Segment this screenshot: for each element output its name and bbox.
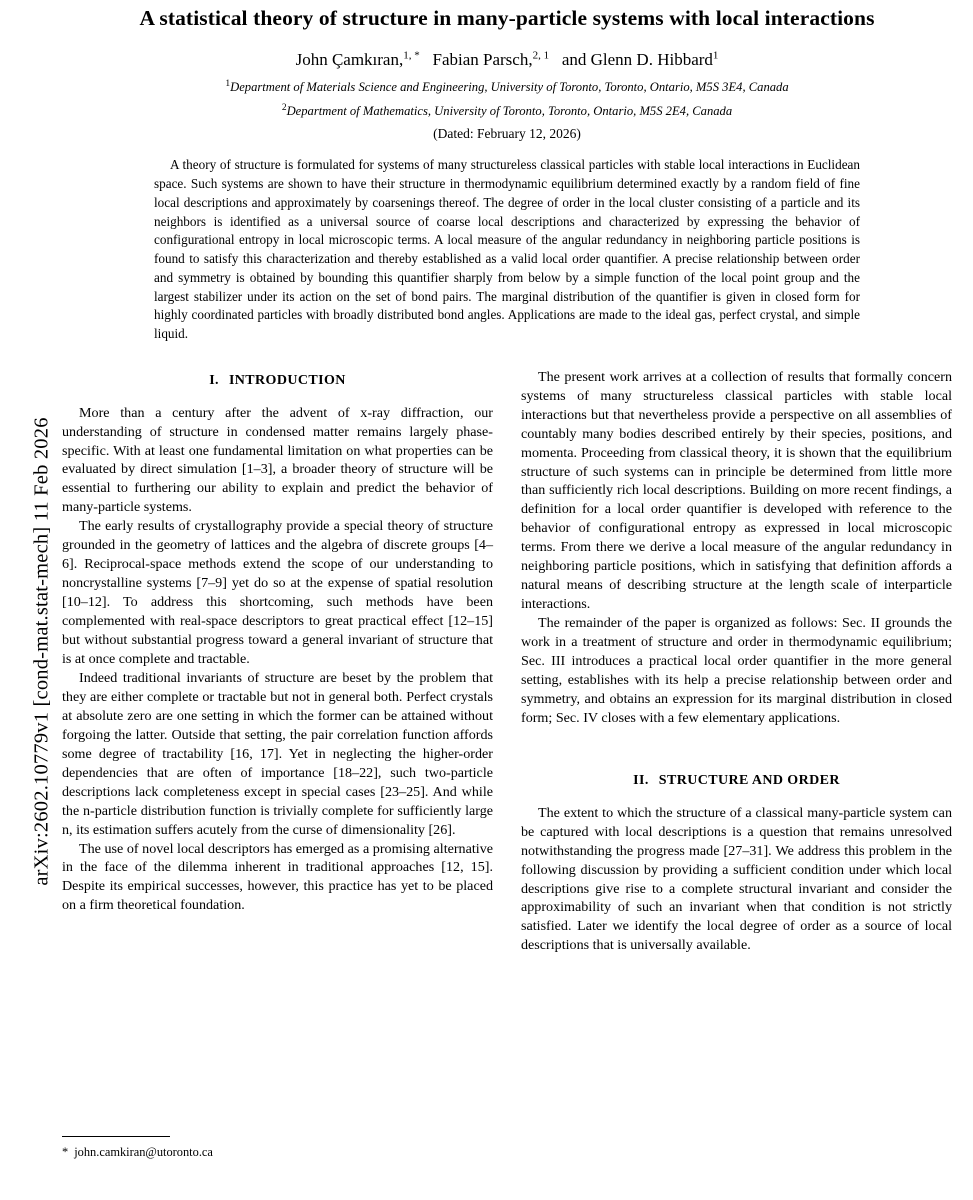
section-heading-introduction: I. INTRODUCTION bbox=[209, 372, 346, 388]
paragraph: The extent to which the structure of a classical many-particle system can be captured with local descriptions is a question that remains unresolved notwithstanding the progress made [27–31]. We address this problem in the following discussion by providing a sufficient condition under which local descriptions give rise to a complete structural invariant and consider the approximability of such an invariant when that condition is not strictly satisfied. Later we identify the local degree of order as a source of local descriptions that is universally available. bbox=[521, 804, 952, 954]
paper-page bbox=[62, 0, 952, 1200]
email-link[interactable]: john.camkiran@utoronto.ca bbox=[74, 1144, 213, 1159]
affiliation-1-marker: 1 bbox=[225, 78, 231, 89]
paragraph: More than a century after the advent of x-ray diffraction, our understanding of structure in condensed matter remains largely phase-specific. With at least one fundamental limitation on what properties can be evaluated by direct simulation [1–3], a broader theory of structure will be essential to furthering our ability to explain and predict the behavior of many-particle systems. bbox=[62, 404, 493, 516]
author-2: Fabian Parsch,$^{2, 1}$ bbox=[432, 49, 550, 70]
paragraph: The use of novel local descriptors has emerged as a promising alternative in the face of the dilemma inherent in traditional approaches [12, 15]. Despite its empirical successes, however, this practice has yet to be placed on a firm theoretical foundation. bbox=[62, 840, 493, 914]
author-1-affil-marker: 1, * bbox=[403, 49, 420, 62]
author-3: and Glenn D. Hibbard$^1$ bbox=[561, 49, 719, 70]
footnote-marker: * bbox=[62, 1144, 69, 1159]
author-1: John Çamkıran,$^{1, *}$ bbox=[295, 49, 420, 70]
section-heading-structure-and-order: II. STRUCTURE AND ORDER bbox=[633, 772, 840, 788]
left-column bbox=[62, 368, 493, 1168]
paragraph: The remainder of the paper is organized as follows: Sec. II grounds the work in a treatment of structure and order in thermodynamic equilibrium; Sec. III introduces a practical local order quantifier in the more general setting, establishes with its help a precise relationship between order and symmetry, and obtains an expression for its marginal distribution in closed form; Sec. IV closes with a few elementary applications. bbox=[521, 615, 952, 726]
footnote-rule bbox=[62, 1136, 170, 1137]
author-3-affil-marker: 1 bbox=[712, 49, 719, 62]
date-line: (Dated: February 12, 2026) bbox=[433, 126, 581, 142]
arxiv-identifier-stamp: arXiv:2602.10779v1 [cond-mat.stat-mech] 11 Feb 2026 bbox=[30, 417, 53, 886]
footnote-block bbox=[62, 1136, 493, 1160]
affiliation-1: $^1$Department of Materials Science and Engineering, University of Toronto, Toronto, Ontario, M5S 3E4, Canada bbox=[225, 78, 789, 94]
paragraph: The present work arrives at a collection of results that formally concern systems of many structureless classical particles with stable local interactions but that nevertheless provide a perspective on all assemblies of countably many bodies described entirely by their species, positions, and momenta. Proceeding from classical theory, it is shown that the equilibrium structure of such systems can in principle be determined from little more than sufficiently rich local descriptions. Building on more recent findings, a definition for a local order quantifier is developed with reference to the behavior of configurational entropy as expressed in local microscopic terms. From there we derive a local measure of the angular redundancy in neighboring particle positions, which in satisfying that definition affords a natural means of describing structure at the length scale of interparticle interactions. bbox=[521, 368, 952, 613]
paragraph: The early results of crystallography provide a special theory of structure grounded in the geometry of lattices and the algebra of discrete groups [4–6]. Reciprocal-space methods extend the scope of our understanding to noncrystalline systems [7–9] yet do so at the expense of spatial resolution [10–12]. To address this shortcoming, such methods have been complemented with real-space descriptors to great practical effect [12–15] but without substantial progress toward a general invariant of structure that is at once complete and tractable. bbox=[62, 518, 493, 667]
body-columns bbox=[62, 368, 952, 1168]
footnote-email bbox=[62, 1144, 493, 1160]
page-title: A statistical theory of structure in many-particle systems with local interactions bbox=[139, 6, 875, 30]
paragraph: Indeed traditional invariants of structure are beset by the problem that they are either complete or tractable but not in general both. Perfect crystals at absolute zero are one setting in which the former can be attained without forgoing the latter. Outside that setting, the pair correlation function affords some degree of tractability [16, 17]. Yet in neglecting the higher-order dependencies that are often of importance [18–22], such two-particle descriptions lack completeness except in special cases [23–25]. And while the n-particle distribution function is trivially complete for sufficiently large n, its estimation suffers acutely from the curse of dimensionality [26]. bbox=[62, 669, 493, 838]
author-list bbox=[62, 49, 952, 72]
abstract-text: A theory of structure is formulated for systems of many structureless classical particles with stable local interactions in Euclidean space. Such systems are shown to have their structure in thermodynamic equilibrium determined exactly by a random field of fine local descriptions and approximately by coarsenings thereof. The degree of order in the local cluster consisting of a particle and its neighbors is identified as a universal source of coarse local descriptions and characterized by expressing the behavior of configurational entropy in local microscopic terms. A local measure of the angular redundancy in neighboring particle positions is found to satisfy this characterization and thereby established as a valid local order quantifier. A precise relationship between order and symmetry is obtained by bounding this quantifier sharply from below by a simple function of the local point group and the largest stabilizer under its action on the set of bond pairs. The marginal distribution of the quantifier is given in closed form for highly coordinated particles with broadly distributed bond angles. Applications are made to the ideal gas, perfect crystal, and simple liquid. bbox=[154, 157, 860, 342]
affiliation-2: $^2$Department of Mathematics, University of Toronto, Toronto, Ontario, M5S 2E4, Canada bbox=[281, 102, 733, 119]
author-2-affil-marker: 2, 1 bbox=[532, 49, 550, 62]
affiliation-2-marker: 2 bbox=[281, 102, 287, 113]
right-column bbox=[521, 368, 952, 1168]
